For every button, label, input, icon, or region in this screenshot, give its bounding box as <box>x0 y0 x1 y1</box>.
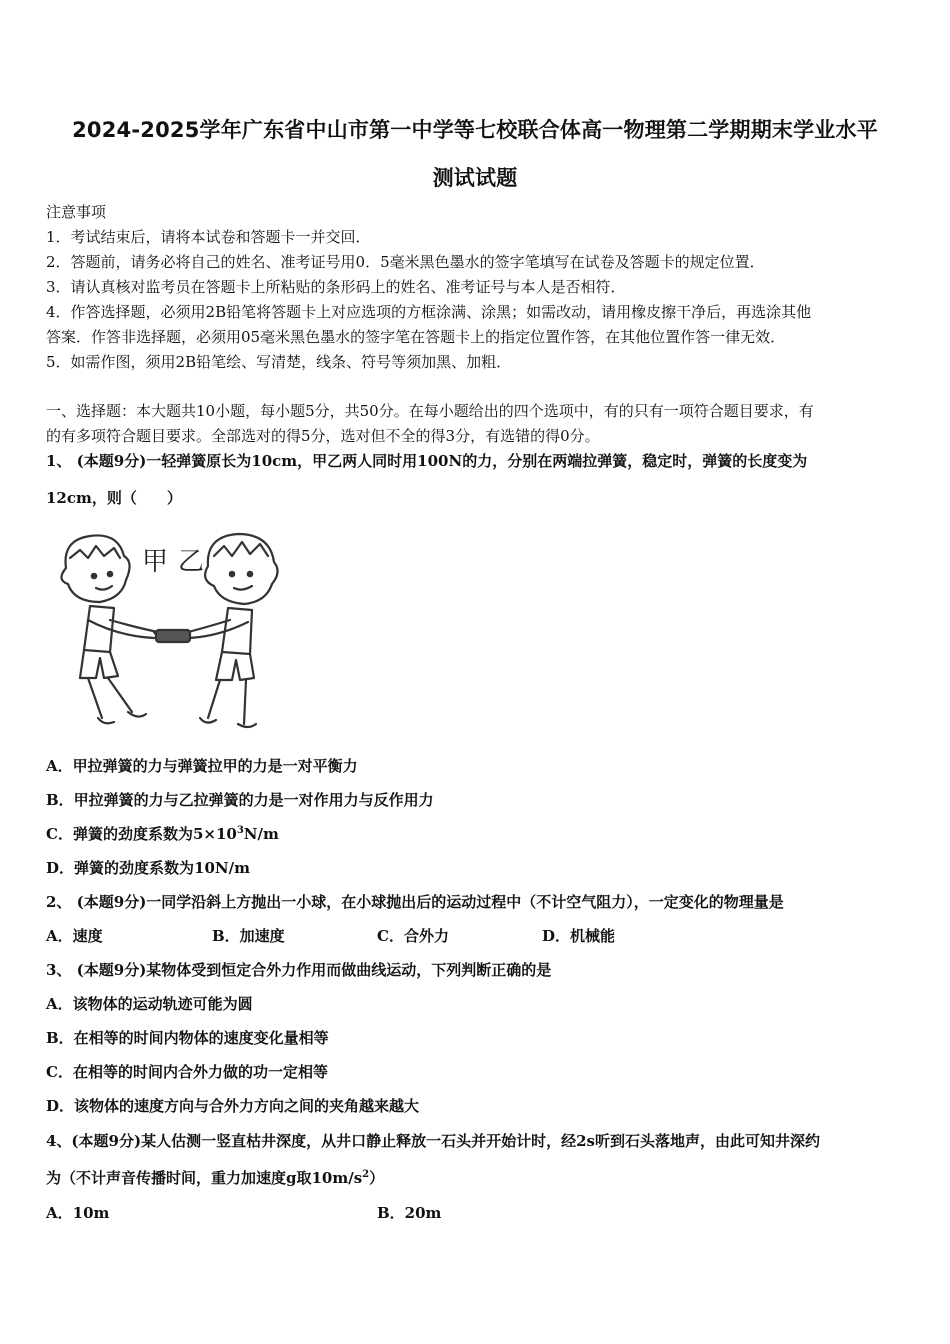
figure-label-yi: 乙 <box>178 547 205 577</box>
figure-label-jia: 甲 <box>142 547 169 577</box>
q1-option-b: B．甲拉弹簧的力与乙拉弹簧的力是一对作用力与反作用力 <box>46 791 434 809</box>
section-instructions-1: 一、选择题：本大题共10小题，每小题5分，共50分。在每小题给出的四个选项中，有的只有一项符合题目要求，有 <box>46 402 814 420</box>
q3-option-b: B．在相等的时间内物体的速度变化量相等 <box>46 1029 329 1047</box>
q4-option-b: B．20m <box>377 1204 442 1222</box>
notice-item-5: 5．如需作图，须用2B铅笔绘、写清楚，线条、符号等须加黑、加粗． <box>46 353 512 371</box>
exam-title-line-1: 2024-2025学年广东省中山市第一中学等七校联合体高一物理第二学期期末学业水平 <box>72 118 878 142</box>
q3-option-a: A．该物体的运动轨迹可能为圆 <box>46 995 253 1013</box>
q1-stem-2: 12cm，则（ ） <box>46 489 182 507</box>
q1-stem-1: 1、 (本题9分)一轻弹簧原长为10cm，甲乙两人同时用100N的力，分别在两端拉弹簧，稳定时，弹簧的长度变为 <box>46 452 808 470</box>
q1-option-c-text: C．弹簧的劲度系数为5×10 <box>46 825 237 843</box>
q2-option-a: A．速度 <box>46 927 103 945</box>
q3-stem: 3、 (本题9分)某物体受到恒定合外力作用而做曲线运动，下列判断正确的是 <box>46 961 552 979</box>
q4-stem-2-close: ） <box>369 1169 385 1187</box>
q2-option-d: D．机械能 <box>542 927 616 945</box>
section-instructions-2: 的有多项符合题目要求。全部选对的得5分，选对但不全的得3分，有选错的得0分。 <box>46 427 600 445</box>
notice-item-3: 3．请认真核对监考员在答题卡上所粘贴的条形码上的姓名、准考证号与本人是否相符． <box>46 278 626 296</box>
q2-stem: 2、 (本题9分)一同学沿斜上方抛出一小球，在小球抛出后的运动过程中（不计空气阻力），一定变化的物理量是 <box>46 893 784 911</box>
q4-stem-2-text: 为（不计声音传播时间，重力加速度g取10m/s <box>46 1169 363 1187</box>
q1-option-d: D．弹簧的劲度系数为10N/m <box>46 859 250 877</box>
exam-title-line-2: 测试试题 <box>432 166 518 190</box>
q1-option-c <box>46 824 279 844</box>
q4-stem-2 <box>46 1168 384 1188</box>
q3-option-d: D．该物体的速度方向与合外力方向之间的夹角越来越大 <box>46 1097 420 1115</box>
q2-option-b: B．加速度 <box>212 927 285 945</box>
q2-option-c: C．合外力 <box>377 927 449 945</box>
notice-item-4-cont: 答案．作答非选择题，必须用05毫米黑色墨水的签字笔在答题卡上的指定位置作答，在其他位置作答一律无效． <box>46 328 786 346</box>
tug-of-war-spring-illustration <box>48 528 288 733</box>
q1-option-c-exponent: 3 <box>236 825 244 836</box>
notice-item-2: 2．答题前，请务必将自己的姓名、准考证号用0．5毫米黑色墨水的签字笔填写在试卷及答题卡的规定位置． <box>46 253 765 271</box>
q1-option-c-unit: N/m <box>243 825 279 843</box>
q3-option-c: C．在相等的时间内合外力做的功一定相等 <box>46 1063 328 1081</box>
notice-heading: 注意事项 <box>46 203 107 221</box>
q4-option-a: A．10m <box>46 1204 110 1222</box>
notice-item-4: 4．作答选择题，必须用2B铅笔将答题卡上对应选项的方框涂满、涂黑；如需改动，请用橡皮擦干净后，再选涂其他 <box>46 303 812 321</box>
q4-stem-2-exponent: 2 <box>362 1169 370 1180</box>
notice-item-1: 1．考试结束后，请将本试卷和答题卡一并交回． <box>46 228 371 246</box>
q4-stem-1: 4、(本题9分)某人估测一竖直枯井深度，从井口静止释放一石头并开始计时，经2s听到石头落地声，由此可知井深约 <box>46 1132 820 1150</box>
q1-option-a: A．甲拉弹簧的力与弹簧拉甲的力是一对平衡力 <box>46 757 358 775</box>
